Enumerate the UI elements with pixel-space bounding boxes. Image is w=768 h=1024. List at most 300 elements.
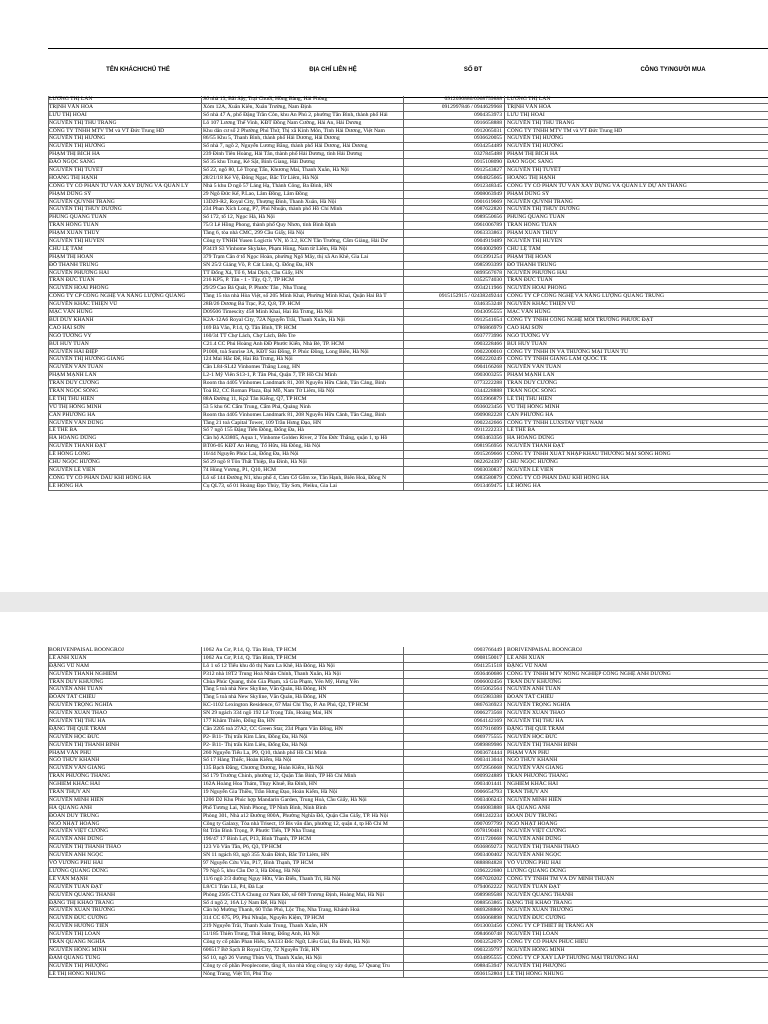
- company-cell: NGUYỄN HỒNG MINH: [507, 946, 565, 953]
- address-cell: Số nhà 7, ngõ 2, Nguyễn Lương Bằng, thành phố Hải Dương, Hải Dương: [203, 143, 368, 150]
- table-row: [48, 427, 768, 435]
- address-cell: Công ty TNHH Yusen Logictis VN, lô 3.2, KCN Tân Trường, Cẩm Giàng, Hải Dư: [203, 238, 388, 245]
- table-row: [48, 277, 768, 285]
- phone-cell: 0903228466: [474, 340, 502, 347]
- address-cell: 51/185 Thiên Trung, Thái Hưng, Đống Anh, Hà Nội: [203, 931, 320, 938]
- table-row: [48, 750, 768, 758]
- company-cell: CÔNG TY CỔ PHẦN TƯ VẤN XÂY DỰNG VÀ QUẢN LÝ DỰ ÁN THĂNG: [507, 182, 687, 189]
- customer-name-cell: CAO HẢI SƠN: [49, 324, 85, 331]
- company-cell: PHẠM THỊ BÍCH HÀ: [507, 151, 559, 158]
- table-row: [48, 128, 768, 136]
- address-cell: L8/C1 Tràn Lũ, P4, Đà Lạt: [203, 883, 264, 890]
- table-row: [48, 757, 768, 765]
- table-row: [48, 852, 768, 860]
- table-row: [48, 325, 768, 333]
- table-row: [48, 671, 768, 679]
- table-row: [48, 341, 768, 349]
- customer-name-cell: NGUYỄN THỊ HƯƠNG GIANG: [49, 356, 125, 363]
- table-row: [48, 143, 768, 151]
- address-cell: Nhà 5 khu D ngõ 57 Láng Hạ, Thành Công, Ba Đình, HN: [203, 182, 333, 189]
- table-row: [48, 915, 768, 923]
- table-row: [48, 167, 768, 175]
- address-cell: Số nhà 13, Bãi Sậy, Trại Chuối, Hồng Bàng, Hải Phòng: [203, 96, 328, 102]
- phone-cell: 0915152915 / 02438249244: [438, 293, 502, 300]
- customer-name-cell: CÔNG TY TNHH MTV TM và VT Đức Trung HD: [49, 127, 165, 134]
- customer-name-cell: CÔNG TY CỔ PHẦN TƯ VẤN XÂY DỰNG VÀ QUẢN LÝ: [49, 182, 189, 189]
- company-cell: ĐẶNG VŨ NAM: [507, 662, 547, 669]
- address-cell: 314 CC 675, P9, Phú Nhuận, Nguyễn Kiệm, TP HCM: [203, 915, 325, 922]
- customer-name-cell: TRẦN DUY CƯƠNG: [49, 380, 100, 387]
- company-cell: NGUYỄN PHƯƠNG HẢI: [507, 269, 567, 276]
- table-row: [48, 309, 768, 317]
- table-row: [48, 955, 768, 963]
- customer-name-cell: NGUYỄN THỊ THANH THẢO: [49, 844, 121, 851]
- phone-cell: 0904919489: [474, 238, 502, 245]
- address-cell: Công ty cổ phần Phan Hiếu, SA133 Đốc Ngữ, Liễu Giai, Ba Đình, Hà Nội: [203, 938, 370, 945]
- phone-cell: 0913991254: [474, 253, 502, 260]
- table-row: [48, 655, 768, 663]
- address-cell: 124 Mai Hắc Đế, Hai Bà Trưng, Hà Nội: [203, 356, 293, 363]
- table-row: [48, 285, 768, 293]
- company-cell: PHẠM XUÂN THỦY: [507, 230, 558, 237]
- address-cell: 86/55 Khu 5, Thanh Bình, thành phố Hải Dương, Hải Dương: [203, 135, 340, 142]
- company-cell: TRẦN NGỌC SÔNG: [507, 387, 557, 394]
- customer-name-cell: PHẠM THỊ BÍCH HÀ: [49, 151, 101, 158]
- phone-cell: 0327845488: [474, 151, 502, 158]
- table-row: [48, 931, 768, 939]
- company-cell: NGUYỄN HOÀI PHONG: [507, 285, 567, 292]
- customer-name-cell: NGÔ THỦY KHÁNH: [49, 757, 100, 764]
- table-row: [48, 947, 768, 955]
- table-row: [48, 230, 768, 238]
- company-cell: NGÔ TƯỜNG VY: [507, 332, 550, 339]
- phone-cell: 0904825665: [474, 174, 502, 181]
- phone-cell: 0937916699: [474, 725, 502, 732]
- company-cell: NGUYỄN HỌC ĐỨC: [507, 733, 558, 740]
- phone-cell: 0794062222: [474, 883, 502, 890]
- customer-table-2: [48, 647, 768, 978]
- column-divider: [48, 96, 49, 491]
- company-cell: NGUYỄN THỊ TUYẾT: [507, 167, 561, 174]
- customer-name-cell: NGUYỄN VĂN TUẤN: [49, 364, 103, 371]
- address-cell: Tầng 21 toà Capital Tower, 109 Trần Hưng Đạo, HN: [203, 419, 322, 426]
- company-cell: ĐỖ THANH TRUNG: [507, 261, 557, 268]
- address-cell: 79 Ngõ 5, khu Cầu Dơ 3, Hà Đông, Hà Nội: [203, 867, 301, 874]
- customer-name-cell: NGUYỄN THỊ THÙY DƯƠNG: [49, 206, 122, 213]
- column-divider: [504, 96, 505, 491]
- column-divider: [403, 96, 404, 491]
- phone-cell: 0903674444: [474, 749, 502, 756]
- phone-cell: 0981242234: [474, 812, 502, 819]
- table-row: [48, 686, 768, 694]
- company-cell: NGUYỄN KHẮC THIỆN VŨ: [507, 301, 576, 308]
- customer-name-cell: ĐOÀN TẤT CHIẾU: [49, 694, 96, 701]
- company-cell: CÔNG TY TNHH IN VÀ THƯƠNG MẠI TUẤN TÚ: [507, 348, 628, 355]
- customer-name-cell: LÊ THỊ THU HIỀN: [49, 395, 95, 402]
- phone-cell: 0903413044: [474, 757, 502, 764]
- company-cell: TRẦN PHƯƠNG THẢNG: [507, 773, 569, 780]
- address-cell: K2A-12A6 Royal City, 72A Nguyễn Trãi, Thanh Xuân, Hà Nội: [203, 316, 345, 323]
- table-row: [48, 246, 768, 254]
- company-cell: ĐẶNG THỊ KHÁO TRANG: [507, 899, 572, 906]
- customer-name-cell: LÊ VĂN MẠNH: [49, 875, 88, 882]
- header-phone: SỐ ĐT: [463, 67, 483, 73]
- customer-name-cell: MẠC VĂN HÙNG: [49, 309, 93, 316]
- table-row: [48, 892, 768, 900]
- customer-name-cell: NGUYỄN THỊ HUYỀN: [49, 238, 105, 245]
- customer-table-1: [48, 96, 768, 491]
- address-cell: 239 Đinh Tiên Hoàng, Hải Tân, thành phố Hải Dương, tỉnh Hải Dương: [203, 151, 363, 158]
- table-row: [48, 191, 768, 199]
- phone-cell: 0933966879: [474, 395, 502, 402]
- company-cell: ĐOÀN TẤT CHIẾU: [507, 694, 554, 701]
- customer-name-cell: NGUYỄN VIỆT CƯỜNG: [49, 828, 109, 835]
- customer-name-cell: HOÀNG THỊ HẠNH: [49, 174, 98, 181]
- address-cell: P2- B11- Thị trấn Kim Liên, Đống Đa, Hà Nội: [203, 741, 308, 748]
- phone-cell: 0909924889: [474, 773, 502, 780]
- table-row: [48, 222, 768, 230]
- table-row: [48, 963, 768, 971]
- table-row: [48, 459, 768, 467]
- phone-cell: 0904002909: [474, 245, 502, 252]
- company-cell: NGUYỄN XUÂN THAO: [507, 710, 566, 717]
- company-cell: ĐÀO NGỌC SÁNG: [507, 159, 553, 166]
- customer-name-cell: NGUYỄN QUỲNH TRANG: [49, 198, 115, 205]
- address-cell: 28/21/18 Ké Vệ, Đông Ngạc, Bắc Từ Liêm, Hà Nội: [203, 174, 319, 181]
- customer-name-cell: LÊ ANH XUÂN: [49, 654, 87, 661]
- table-row: [48, 734, 768, 742]
- phone-cell: 0912541654: [474, 316, 502, 323]
- address-cell: Số 172, tổ 12, Ngọc Hà, Hà Nội: [203, 214, 275, 221]
- company-cell: CÔNG TY TNHH MTV NÔNG NGHIỆP CÔNG NGHỆ ÁNH DƯƠNG: [507, 670, 671, 677]
- table-row: [48, 647, 768, 655]
- column-divider: [403, 647, 404, 978]
- phone-cell: 0943095555: [474, 309, 502, 316]
- phone-cell: 0916658888: [474, 119, 502, 126]
- company-cell: HOÀNG THỊ HẠNH: [507, 174, 556, 181]
- phone-cell: 0907097799: [474, 820, 502, 827]
- customer-name-cell: ĐỖ THANH TRUNG: [49, 261, 99, 268]
- customer-name-cell: BÙI HUY TUẤN: [49, 340, 89, 347]
- company-cell: CÔNG TY CỔ PHẦN DẦU KHÍ HỒNG HÀ: [507, 474, 610, 481]
- address-cell: 234 Phan Xích Long, P7, Phú Nhuận, thành phố Hồ Chí Minh: [203, 206, 343, 213]
- company-cell: NGUYỄN ĐỨC CƯỜNG: [507, 915, 566, 922]
- phone-cell: 0903463356: [474, 435, 502, 442]
- company-cell: VŨ THỊ HỒNG MINH: [507, 403, 560, 410]
- company-cell: NGUYỄN VĂN TUẤN: [507, 364, 561, 371]
- table-row: [48, 372, 768, 380]
- address-cell: Chùa Phúc Quang, thôn Gia Phạm, xã Gia Phạm, Yên Mỹ, Hưng Yên: [203, 678, 359, 685]
- customer-name-cell: NGUYỄN ANH DŨNG: [49, 836, 104, 843]
- header-company: CÔNG TY/NGƯỜI MUA: [640, 67, 706, 73]
- phone-cell: 0961006789: [474, 222, 502, 229]
- address-cell: SN 25/2 Giáng Võ, P. Cát Linh, Q. Đống Đa, HN: [203, 261, 314, 268]
- company-cell: PHẠM VĂN PHÚ: [507, 749, 550, 756]
- address-cell: 177 Khâm Thiên, Đống Đa, HN: [203, 718, 275, 725]
- phone-cell: 0822624397: [474, 458, 502, 465]
- address-cell: 28B/26 Dương Bá Trạc, P.2, Q.8, TP. HCM: [203, 301, 301, 308]
- table-row: [48, 112, 768, 120]
- table-row: [48, 789, 768, 797]
- phone-cell: 0912096886/0968759888: [444, 96, 502, 102]
- address-cell: TT Đống Xá, Tổ 6, Mai Dịch, Cầu Giấy, HN: [203, 269, 304, 276]
- company-cell: CAO HẢI SƠN: [507, 324, 543, 331]
- customer-name-cell: BORIVENPAISAL BOONGROJ: [49, 647, 124, 653]
- address-cell: Số 22, ngõ 80, Lê Trọng Tấn, Khương Mai, Thanh Xuân, Hà Nội: [203, 167, 349, 174]
- company-cell: NGUYỄN THỊ HƯỜNG: [507, 135, 564, 142]
- company-cell: BÙI HUY TUẤN: [507, 340, 547, 347]
- phone-cell: 0987622820: [474, 206, 502, 213]
- table-row: [48, 254, 768, 262]
- customer-name-cell: VŨ THỊ HỒNG MINH: [49, 403, 102, 410]
- company-cell: LƯƠNG THỊ LAN: [507, 96, 551, 102]
- company-cell: CẦN PHƯƠNG HÀ: [507, 411, 554, 418]
- phone-cell: 0915108090: [474, 159, 502, 166]
- company-cell: TRẦN ĐỨC TUẤN: [507, 277, 553, 284]
- phone-cell: 0972956668: [474, 765, 502, 772]
- address-cell: Số 35 khu Trung, Kẻ Sặt, Bình Giang, Hải Dương: [203, 159, 315, 166]
- address-cell: Căn L84-SL42 Vinhomes Thăng Long, HN: [203, 364, 301, 371]
- customer-name-cell: NGUYỄN THỊ HƯỜNG: [49, 135, 106, 142]
- table-row: [48, 443, 768, 451]
- address-cell: Căn hộ A33805, Aqua 1, Vinhome Golden River, 2 Tôn Đức Thắng, quận 1, tp Hồ: [203, 435, 388, 442]
- table-row: [48, 900, 768, 908]
- customer-name-cell: NGUYỄN HẢI ĐIỆP: [49, 348, 98, 355]
- customer-name-cell: LƯƠNG QUANG DŨNG: [49, 867, 109, 874]
- table-row: [48, 860, 768, 868]
- address-cell: 1062 Âu Cơ, P.14, Q. Tân Bình, TP HCM: [203, 647, 297, 653]
- phone-cell: 0936023456: [474, 403, 502, 410]
- phone-cell: 0988453947: [474, 962, 502, 969]
- table-row: [48, 364, 768, 372]
- address-cell: P312 nhà 18T2 Trung Hoà Nhân Chính, Thanh Xuân, Hà Nội: [203, 670, 341, 677]
- phone-cell: 0888884828: [474, 860, 502, 867]
- customer-name-cell: TRẦN NGỌC SÔNG: [49, 387, 99, 394]
- table-row: [48, 183, 768, 191]
- table-row: [48, 214, 768, 222]
- phone-cell: 0964142169: [474, 718, 502, 725]
- address-cell: Số 17 Hàng Thiếc, Hoàn Kiếm, Hà Nội: [203, 757, 292, 764]
- company-cell: NGUYỄN THỊ THÙY DƯƠNG: [507, 206, 580, 213]
- address-cell: 196/47 17 Bình Lợi, P13, Bình Thạnh, TP HCM: [203, 836, 312, 843]
- phone-cell: 0936068898: [474, 915, 502, 922]
- address-cell: 135 Bạch Đằng, Chương Dương, Hoàn Kiếm, Hà Nội: [203, 765, 324, 772]
- address-cell: 16/44 Nguyễn Phúc Lai, Đống Đa, Hà Nội: [203, 451, 299, 458]
- table-row: [48, 797, 768, 805]
- customer-name-cell: NGUYỄN ANH TUẤN: [49, 686, 103, 693]
- company-cell: ĐOÀN DUY TRUNG: [507, 812, 558, 819]
- customer-name-cell: CHU LỆ TÂM: [49, 245, 83, 252]
- customer-name-cell: TRẦN PHƯƠNG THẢNG: [49, 773, 111, 780]
- company-cell: CÔNG TY TNHH CÔNG NGHỆ MÔI TRƯỜNG PHƯỚC ĐẠT: [507, 316, 654, 323]
- customer-name-cell: NGUYỄN THỊ THU TRANG: [49, 119, 117, 126]
- table-row: [48, 388, 768, 396]
- customer-name-cell: NGUYỄN TRỌNG NGHĨA: [49, 702, 113, 709]
- company-cell: NGUYỄN QUANG THÀNH: [507, 891, 574, 898]
- address-cell: Căn 2205 toà 27A2, CC Green Star, 234 Phạm Văn Đồng, HN: [203, 725, 343, 732]
- address-cell: Phố Tương Lai, Ninh Phong, TP Ninh Bình, Ninh Bình: [203, 804, 327, 811]
- table-row: [48, 96, 768, 104]
- address-cell: Nông Trang, Việt Trì, Phú Thọ: [203, 970, 272, 977]
- company-cell: LÊ ANH XUÂN: [507, 654, 545, 661]
- address-cell: SN 11 ngách 83, ngõ 355 Xuân Đỉnh, Bắc Từ Liêm, HN: [203, 852, 330, 859]
- customer-name-cell: NGUYỄN HỌC ĐỨC: [49, 733, 100, 740]
- address-cell: 123 Võ Văn Tần, P6, Q3, TP HCM: [203, 844, 282, 851]
- customer-name-cell: ĐẶNG VŨ NAM: [49, 662, 89, 669]
- customer-name-cell: NGUYỄN TUẤN ĐẠT: [49, 883, 103, 890]
- table-row: [48, 868, 768, 876]
- address-cell: Xóm 12A, Xuân Kiên, Xuân Trường, Nam Định: [203, 103, 312, 110]
- address-cell: 1206 D2 Khu Phúc hợp Mandarin Garden, Trung Hoà, Cầu Giấy, Hà Nội: [203, 796, 367, 803]
- table-row: [48, 175, 768, 183]
- table-row: [48, 884, 768, 892]
- phone-cell: 0906002456: [474, 678, 502, 685]
- address-cell: D09506 Timescity 458 Minh Khai, Hai Bà Trưng, Hà Nội: [203, 309, 333, 316]
- table-row: [48, 702, 768, 710]
- table-row: [48, 813, 768, 821]
- address-cell: 169 Bà Vân, P.14, Q. Tân Bình, TP. HCM: [203, 324, 297, 331]
- company-cell: NGUYỄN THỊ HUYỀN: [507, 238, 563, 245]
- address-cell: 260 Nguyễn Tiểu La, P9, Q10, thành phố Hồ Chí Minh: [203, 749, 327, 756]
- customer-name-cell: TRẦN QUANG NGHĨA: [49, 938, 106, 945]
- address-cell: 1062 Âu Cơ, P.14, Q. Tân Bình, TP HCM: [203, 654, 297, 661]
- phone-cell: 0912348345: [474, 182, 502, 189]
- sheet-page-2: [0, 612, 768, 1024]
- customer-name-cell: PHẠM THỊ HOÀN: [49, 253, 94, 260]
- phone-cell: 0903406243: [474, 796, 502, 803]
- address-cell: Lô 1 số 12 Tiểu khu đô thị Nam La Khê, Hà Đông, Hà Nội: [203, 662, 335, 669]
- address-cell: P2- B11- Thị trấn Kim Lâm, Đồng Đa, Hà Nội: [203, 733, 308, 740]
- address-cell: Lô 107 Lương Thế Vinh, KĐT Đồng Nam Cường, Hải An, Hải Dương: [203, 119, 362, 126]
- table-row: [48, 380, 768, 388]
- phone-cell: 0934254489: [474, 143, 502, 150]
- address-cell: Số 7 ngõ 155 Đặng Tiến Đông, Đống Đa, Hà: [203, 427, 304, 434]
- customer-name-cell: NGUYỄN QUANG THÀNH: [49, 891, 116, 898]
- address-cell: Toà B2, CC Roman Plaza, Đại Mỗ, Nam Từ Liêm, Hà Nội: [203, 387, 335, 394]
- address-cell: Số nhà 47 A, phố Đặng Trần Côn, khu An Phú 2, phường Tân Bình, thành phố Hải: [203, 111, 388, 118]
- phone-cell: 0988563865: [474, 899, 502, 906]
- phone-cell: 0911222233: [474, 427, 502, 434]
- address-cell: SN 29 ngách 334 ngõ 192 Lê Trọng Tấn, Hoàng Mai, HN: [203, 710, 333, 717]
- company-cell: NGÔ THỦY KHÁNH: [507, 757, 558, 764]
- company-cell: BORIVENPAISAL BOONGROJ: [507, 647, 582, 653]
- customer-name-cell: ĐẶNG THỊ QUẾ TRÂM: [49, 725, 107, 732]
- customer-name-cell: NGUYỄN THỊ LOAN: [49, 931, 101, 938]
- address-cell: 74 Hùng Vương, P1, Q10, HCM: [203, 466, 277, 473]
- phone-cell: 0899567678: [474, 269, 502, 276]
- customer-name-cell: CHU NGỌC HƯỚNG: [49, 458, 100, 465]
- customer-name-cell: NGUYỄN LÊ VIÊN: [49, 466, 96, 473]
- table-row: [48, 781, 768, 789]
- company-cell: NGUYỄN ANH NGỌC: [507, 852, 562, 859]
- address-cell: Số 179 Trường Chinh, phường 12, Quận Tân Bình, TP Hồ Chí Minh: [203, 773, 357, 780]
- phone-cell: 0909082228: [474, 411, 502, 418]
- phone-cell: 0984660748: [474, 931, 502, 938]
- company-cell: LÊ HỒNG HÀ: [507, 482, 541, 489]
- address-cell: 216 KP5, P. Tân - 1 - Tây, Q.7, TP HCM: [203, 277, 294, 284]
- company-cell: CÔNG TY CP THIẾT BỊ TRÀNG AN: [507, 923, 594, 930]
- phone-cell: 0912065031: [474, 127, 502, 134]
- table-row: [48, 135, 768, 143]
- company-cell: TRỊNH VĂN HOÀ: [507, 103, 552, 110]
- table-row: [48, 404, 768, 412]
- table-row: [48, 262, 768, 270]
- phone-cell: 0941251518: [474, 662, 502, 669]
- phone-cell: 0346353248: [474, 301, 502, 308]
- table-row: [48, 805, 768, 813]
- address-cell: 11/6 ngõ 2/3 đường Ngụy Hữu, Văn Điển, Thanh Trì, Hà Nội: [203, 875, 341, 882]
- phone-cell: 0967020202: [474, 875, 502, 882]
- phone-cell: 0902220249: [474, 356, 502, 363]
- phone-cell: 0867636923: [474, 702, 502, 709]
- customer-name-cell: NGUYỄN HỒNG MINH: [49, 946, 107, 953]
- table-row: [48, 923, 768, 931]
- company-cell: HÀ HOÀNG DŨNG: [507, 435, 555, 442]
- address-cell: Căn hộ Mường Thanh, 60 Trần Phú, Lộc Thọ, Nha Trang, Khánh Hoà: [203, 907, 360, 914]
- column-divider: [201, 647, 202, 978]
- table-row: [48, 821, 768, 829]
- phone-cell: 0978190481: [474, 828, 502, 835]
- table-row: [48, 435, 768, 443]
- table-row: [48, 844, 768, 852]
- company-cell: CÔNG TY TNHH XUẤT NHẬP KHẨU THƯƠNG MẠI SÔNG HỒNG: [507, 451, 671, 458]
- customer-name-cell: ĐOÀN DUY TRUNG: [49, 812, 100, 819]
- phone-cell: 0906654793: [474, 789, 502, 796]
- phone-cell: 0936620055: [474, 135, 502, 142]
- phone-cell: 0912997846 / 0944629968: [441, 103, 502, 110]
- company-cell: NGUYỄN VĂN GIANG: [507, 765, 564, 772]
- phone-cell: 0981956956: [474, 443, 502, 450]
- customer-name-cell: LƯU THỊ HOÀI: [49, 111, 87, 118]
- address-cell: P3419 S3 Vinhome Skylake, Phạm Hùng, Nam từ Liêm, Hà Nội: [203, 245, 348, 252]
- company-cell: TRẦN DUY CƯƠNG: [507, 380, 558, 387]
- customer-name-cell: NGUYỄN HOÀI PHONG: [49, 285, 109, 292]
- table-row: [48, 206, 768, 214]
- address-cell: 19 Nguyễn Gia Thiều, Trần Hưng Đạo, Hoàn Kiếm, Hà Nội: [203, 789, 338, 796]
- customer-name-cell: NGUYỄN HƯƠNG TIÊN: [49, 923, 109, 930]
- address-cell: 379 Trạm Cân ở tổ Ngọc Hoàn, phường Ngô Mây, thị xã An Khê, Gia Lai: [203, 253, 369, 260]
- company-cell: NGUYỄN ANH DŨNG: [507, 836, 562, 843]
- table-row: [48, 483, 768, 491]
- customer-name-cell: PHẠM XUÂN THỦY: [49, 230, 100, 237]
- table-row: [48, 971, 768, 979]
- customer-name-cell: VÕ VƯƠNG PHÚ HẢI: [49, 860, 103, 867]
- phone-cell: 0903401441: [474, 781, 502, 788]
- phone-cell: 0902242666: [474, 419, 502, 426]
- customer-name-cell: NGUYỄN VĂN DŨNG: [49, 419, 104, 426]
- table-row: [48, 451, 768, 459]
- customer-name-cell: NGUYỄN THỊ THU HÀ: [49, 718, 106, 725]
- company-cell: CÔNG TY CP CÔNG NGHỆ VÀ NĂNG LƯỢNG QUANG TRUNG: [507, 293, 664, 300]
- address-cell: Tầng 6, tòa nhà CMC, 299 Cầu Giấy, Hà Nội: [203, 230, 305, 237]
- table-row: [48, 120, 768, 128]
- table-row: [48, 238, 768, 246]
- address-cell: 97 Nguyễn Cửu Vân, P17, Bình Thạnh, TP HCM: [203, 860, 314, 867]
- company-cell: HÀ QUANG ANH: [507, 804, 550, 811]
- address-cell: 29/29 Cao Bá Quát, P. Phước Tân , Nha Trang: [203, 285, 307, 292]
- address-cell: 53 5 khu 6C Cẩm Trung, Cẩm Phả, Quảng Ninh: [203, 403, 311, 410]
- company-cell: TRẦN HỒNG TUẤN: [507, 222, 557, 229]
- address-cell: 162A Hoàng Hoa Thám, Thụy Khuê, Ba Đình, HN: [203, 781, 317, 788]
- company-cell: TRẦN THỤY AN: [507, 789, 549, 796]
- company-cell: NGUYỄN XUÂN TRƯỜNG: [507, 907, 574, 914]
- customer-name-cell: NGUYỄN XUÂN TRƯỜNG: [49, 907, 116, 914]
- phone-cell: 0989989588: [474, 891, 502, 898]
- phone-cell: 0352574030: [474, 277, 502, 284]
- company-cell: CÔNG TY TNHH GIANG LAM QUỐC TẾ: [507, 356, 607, 363]
- phone-cell: 0936152804: [474, 970, 502, 977]
- company-cell: LƯU THỊ HOÀI: [507, 111, 545, 118]
